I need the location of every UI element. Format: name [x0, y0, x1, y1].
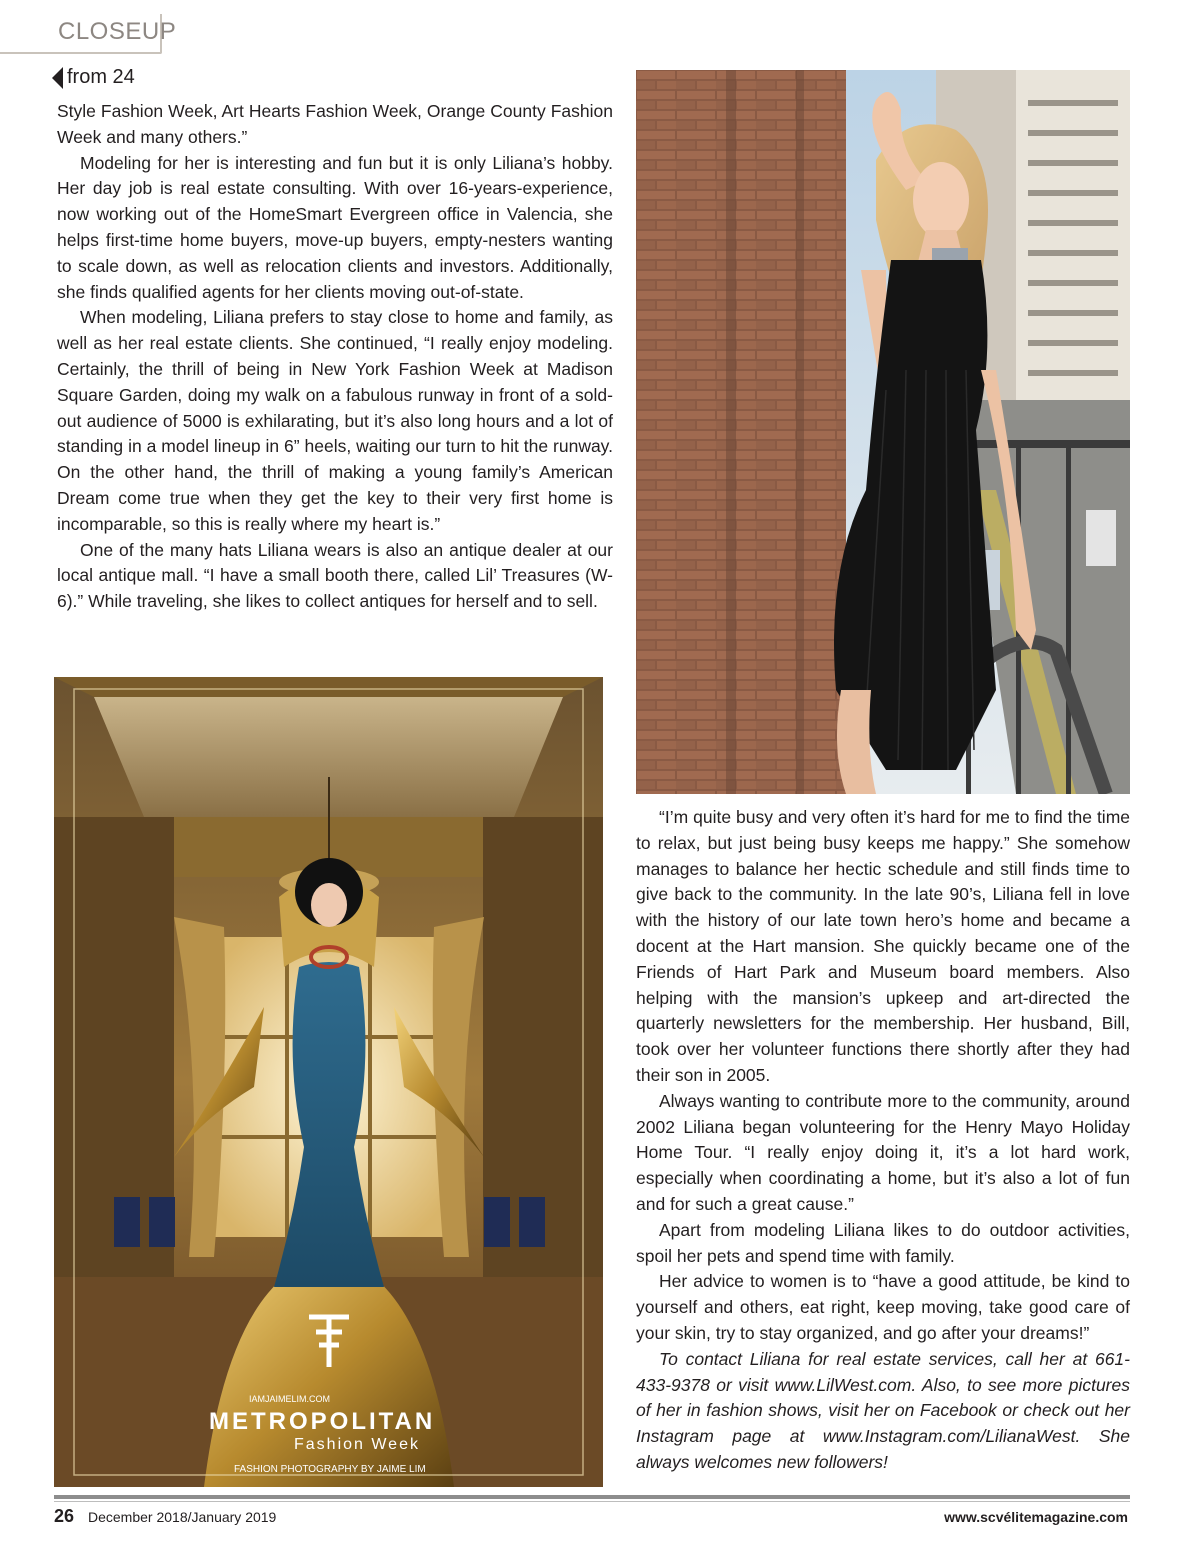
continued-from [52, 66, 135, 89]
article-right-column [636, 805, 1130, 1476]
page-number: 26 [54, 1506, 75, 1526]
contact-paragraph: To contact Liliana for real estate services, call her at 661-433-9378 or visit www.LilWest.com. Also, to see more pictures of her in fashion shows, visit her on Facebook or check out her Instagram page at www.Instagram.com/LilianaWest. She always welcomes new followers! [636, 1348, 1130, 1472]
article-left-column [57, 99, 613, 615]
paragraph: Her advice to women is to “have a good attitude, be kind to yourself and others, eat right, keep moving, take good care of your skin, try to stay organized, and go after your dreams!” [636, 1271, 1130, 1343]
footer-rule [54, 1495, 1130, 1499]
photo-credit-small: IAMJAIMELIM.COM [249, 1394, 331, 1404]
footer-rule-thin [54, 1501, 1130, 1502]
logo-title: METROPOLITAN [209, 1408, 436, 1435]
photo-credit: FASHION PHOTOGRAPHY BY JAIME LIM [234, 1464, 426, 1475]
continued-from-label: from 24 [67, 66, 135, 88]
photo-metropolitan-fashion-week [54, 677, 603, 1487]
paragraph: When modeling, Liliana prefers to stay close to home and family, as well as her real estate clients. She continued, “I really enjoy modeling. Certainly, the thrill of being in New York Fashion Week at Madison Square Garden, doing my walk on a fabulous runway in front of a sold-out audience of 5000 is exhilarating, but it’s also long hours and a lot of standing in a model lineup in 6” heels, waiting our turn to hit the runway. On the other hand, the thrill of making a young family’s American Dream come true when they get the key to their very first home is incomparable, so this is really where my heart is.” [57, 307, 613, 534]
arrow-left-icon [52, 67, 63, 89]
paragraph: One of the many hats Liliana wears is also an antique dealer at our local antique mall. “I have a small booth there, called Lil’ Treasures (W-6).” While traveling, she likes to collect antiques for herself and to sell. [57, 539, 613, 612]
logo-subtitle: Fashion Week [294, 1436, 420, 1453]
balcony-photo-illustration [636, 70, 1130, 794]
palace-gown-photo-illustration [54, 677, 603, 1487]
photo-balcony-portrait [636, 70, 1130, 794]
paragraph: “I’m quite busy and very often it’s hard for me to find the time to relax, but just being busy keeps me happy.” She somehow manages to balance her hectic schedule and still finds time to give back to the community. In the late 90’s, Liliana fell in love with the history of our late town hero’s home and became a docent at the Hart mansion. She quickly became one of the Friends of Hart Park and Museum board members. Also helping with the mansion’s upkeep and art-directed the quarterly newsletters for the membership. Her husband, Bill, took over her volunteer functions there shortly after they had their son in 2005. [636, 807, 1130, 1085]
paragraph: Style Fashion Week, Art Hearts Fashion Week, Orange County Fashion Week and many others.” [57, 101, 613, 147]
issue-date: December 2018/January 2019 [88, 1509, 277, 1525]
paragraph: Modeling for her is interesting and fun but it is only Liliana’s hobby. Her day job is real estate consulting. With over 16-years-experience, now working out of the HomeSmart Evergreen office in Valencia, she helps first-time home buyers, move-up buyers, empty-nesters wanting to scale down, as well as relocation clients and investors. Additionally, she finds qualified agents for her clients moving out-of-state. [57, 152, 613, 302]
website-url: www.scvélitemagazine.com [944, 1509, 1128, 1525]
paragraph: Always wanting to contribute more to the community, around 2002 Liliana began volunteering for the Henry Mayo Holiday Home Tour. “I really enjoy doing it, it’s a lot hard work, especially when coordinating a home, but it’s also a lot of fun and for such a great cause.” [636, 1090, 1130, 1214]
section-label: CLOSEUP [58, 18, 177, 45]
paragraph: Apart from modeling Liliana likes to do outdoor activities, spoil her pets and spend time with family. [636, 1219, 1130, 1266]
